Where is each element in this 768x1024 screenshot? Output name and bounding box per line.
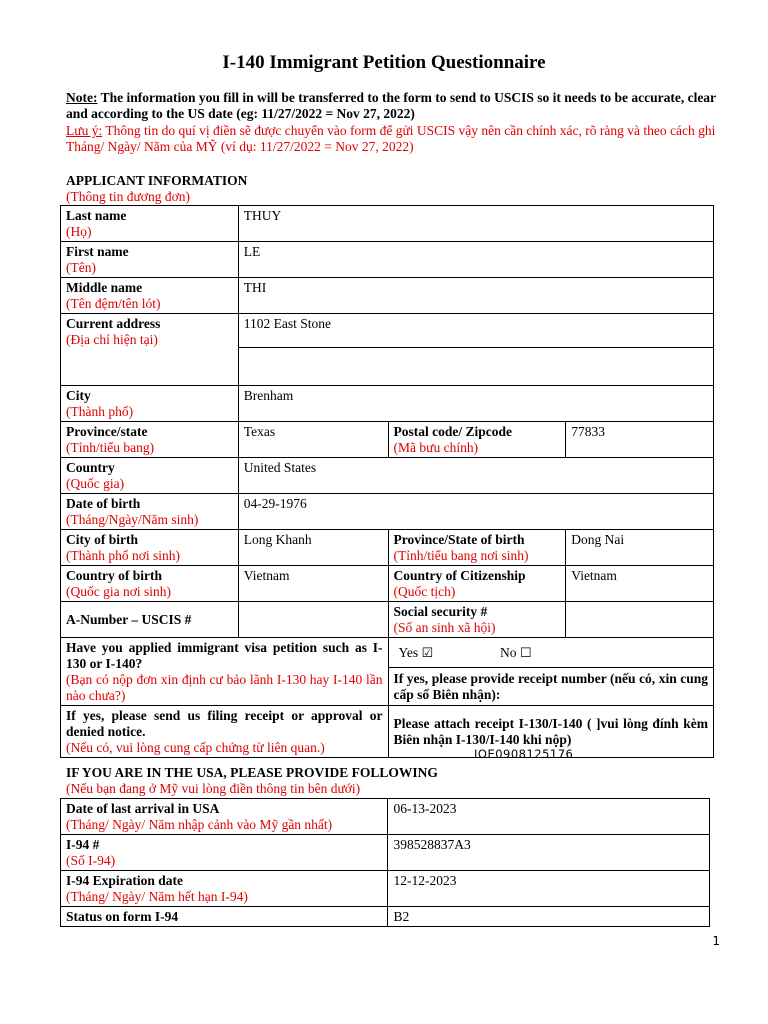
no-label: No — [499, 644, 517, 660]
ssn-field[interactable] — [566, 602, 714, 638]
note-label: Note: — [66, 90, 98, 105]
address-field-2[interactable] — [238, 348, 713, 386]
city-vi: (Thành phố) — [66, 404, 134, 419]
yes-checkbox-checked-icon[interactable]: ☑ — [421, 645, 434, 661]
first-name-label: First name — [66, 244, 129, 259]
citizenship-label: Country of Citizenship — [393, 568, 526, 583]
note-vi-text: Thông tin do quí vị điền sẽ được chuyển vào form để gửi USCIS vậy nên cần chính xác, rõ ràng và theo cách ghi Tháng/ Ngày/ Năm của MỸ (ví dụ: 11/27/2022 = Nov 27, 2022) — [66, 123, 716, 154]
country-birth-label: Country of birth — [66, 568, 163, 583]
country-vi: (Quốc gia) — [66, 476, 125, 491]
city-label: City — [66, 388, 91, 403]
usa-table — [60, 798, 710, 927]
province-birth-field[interactable]: Dong Nai — [566, 530, 714, 566]
applicant-heading-vi: (Thông tin đương đơn) — [66, 189, 190, 204]
applied-question: Have you applied immigrant visa petition such as I-130 or I-140? — [66, 640, 383, 671]
row-province — [61, 422, 714, 458]
arrival-field[interactable]: 06-13-2023 — [388, 799, 710, 835]
filing-question-vi: (Nếu có, vui lòng cung cấp chứng từ liên quan.) — [66, 740, 325, 755]
status-field[interactable]: B2 — [388, 907, 710, 927]
reference-code: IOE0908125176 — [474, 747, 574, 761]
citizenship-vi: (Quốc tịch) — [393, 584, 456, 599]
status-label: Status on form I-94 — [66, 909, 179, 924]
first-name-vi: (Tên) — [66, 260, 96, 275]
note-english — [66, 90, 726, 122]
ssn-label: Social security # — [393, 604, 488, 619]
country-label: Country — [66, 460, 115, 475]
arrival-label: Date of last arrival in USA — [66, 801, 220, 816]
i94-label: I-94 # — [66, 837, 100, 852]
yes-option[interactable] — [399, 645, 434, 660]
province-vi: (Tỉnh/tiểu bang) — [66, 440, 155, 455]
attach-receipt-field[interactable]: Please attach receipt I-130/I-140 ( ]vui lòng đính kèm Biên nhận I-130/I-140 khi nộp) — [388, 706, 713, 758]
row-i94 — [61, 835, 710, 871]
address-field[interactable]: 1102 East Stone — [238, 314, 713, 348]
page-title: I-140 Immigrant Petition Questionnaire — [222, 52, 546, 73]
address-label: Current address — [66, 316, 161, 331]
address-vi: (Địa chỉ hiện tại) — [66, 332, 158, 347]
row-i94-exp — [61, 871, 710, 907]
i94-exp-field[interactable]: 12-12-2023 — [388, 871, 710, 907]
postal-field[interactable]: 77833 — [566, 422, 714, 458]
country-birth-vi: (Quốc gia nơi sinh) — [66, 584, 171, 599]
no-checkbox-icon[interactable]: ☐ — [519, 645, 532, 661]
arrival-vi: (Tháng/ Ngày/ Năm nhập cảnh vào Mỹ gần nhất) — [66, 817, 333, 832]
applied-question-vi: (Bạn có nộp đơn xin định cư bảo lãnh I-130 hay I-140 lần nào chưa?) — [66, 672, 383, 703]
applied-answer — [388, 638, 713, 668]
dob-field[interactable]: 04-29-1976 — [238, 494, 713, 530]
note-vi-label: Lưu ý: — [66, 123, 103, 138]
dob-label: Date of birth — [66, 496, 141, 511]
filing-question: If yes, please send us filing receipt or approval or denied notice. — [66, 708, 383, 739]
row-first-name — [61, 242, 714, 278]
country-birth-field[interactable]: Vietnam — [238, 566, 388, 602]
row-address — [61, 314, 714, 348]
applicant-table — [60, 205, 714, 758]
postal-vi: (Mã bưu chính) — [393, 440, 479, 455]
applicant-heading: APPLICANT INFORMATION — [66, 173, 248, 188]
i94-field[interactable]: 398528837A3 — [388, 835, 710, 871]
no-option[interactable] — [500, 645, 532, 660]
row-status — [61, 907, 710, 927]
applicant-heading-block — [66, 173, 247, 205]
row-city — [61, 386, 714, 422]
last-name-vi: (Họ) — [66, 224, 92, 239]
row-middle-name — [61, 278, 714, 314]
city-birth-vi: (Thành phố nơi sinh) — [66, 548, 180, 563]
city-birth-label: City of birth — [66, 532, 138, 547]
note-vietnamese — [66, 123, 726, 155]
middle-name-vi: (Tên đệm/tên lót) — [66, 296, 161, 311]
row-country-birth — [61, 566, 714, 602]
province-field[interactable]: Texas — [238, 422, 388, 458]
row-filing — [61, 706, 714, 758]
a-number-label: A-Number – USCIS # — [66, 612, 192, 627]
receipt-number-field[interactable]: If yes, please provide receipt number (nếu có, xin cung cấp số Biên nhận): — [388, 668, 713, 706]
usa-heading-block — [66, 765, 438, 797]
country-field[interactable]: United States — [238, 458, 713, 494]
i94-vi: (Số I-94) — [66, 853, 116, 868]
yes-label: Yes — [398, 644, 419, 660]
row-country — [61, 458, 714, 494]
city-field[interactable]: Brenham — [238, 386, 713, 422]
last-name-label: Last name — [66, 208, 127, 223]
province-label: Province/state — [66, 424, 148, 439]
last-name-field[interactable]: THUY — [238, 206, 713, 242]
row-last-name — [61, 206, 714, 242]
citizenship-field[interactable]: Vietnam — [566, 566, 714, 602]
row-dob — [61, 494, 714, 530]
dob-vi: (Tháng/Ngày/Năm sinh) — [66, 512, 199, 527]
usa-heading: IF YOU ARE IN THE USA, PLEASE PROVIDE FOLLOWING — [66, 765, 438, 780]
ssn-vi: (Số an sinh xã hội) — [393, 620, 496, 635]
a-number-field[interactable] — [238, 602, 388, 638]
row-arrival — [61, 799, 710, 835]
usa-heading-vi: (Nếu bạn đang ở Mỹ vui lòng điền thông tin bên dưới) — [66, 781, 361, 796]
row-applied-question — [61, 638, 714, 668]
middle-name-label: Middle name — [66, 280, 143, 295]
province-birth-vi: (Tỉnh/tiểu bang nơi sinh) — [393, 548, 529, 563]
page-number: 1 — [712, 934, 720, 948]
middle-name-field[interactable]: THI — [238, 278, 713, 314]
i94-exp-vi: (Tháng/ Ngày/ Năm hết hạn I-94) — [66, 889, 248, 904]
row-a-number — [61, 602, 714, 638]
i94-exp-label: I-94 Expiration date — [66, 873, 184, 888]
city-birth-field[interactable]: Long Khanh — [238, 530, 388, 566]
row-city-birth — [61, 530, 714, 566]
first-name-field[interactable]: LE — [238, 242, 713, 278]
province-birth-label: Province/State of birth — [393, 532, 525, 547]
postal-label: Postal code/ Zipcode — [393, 424, 513, 439]
note-text: The information you fill in will be transferred to the form to send to USCIS so it needs to be accurate, clear and according to the US date (eg: 11/27/2022 = Nov 27, 2022) — [66, 90, 716, 121]
